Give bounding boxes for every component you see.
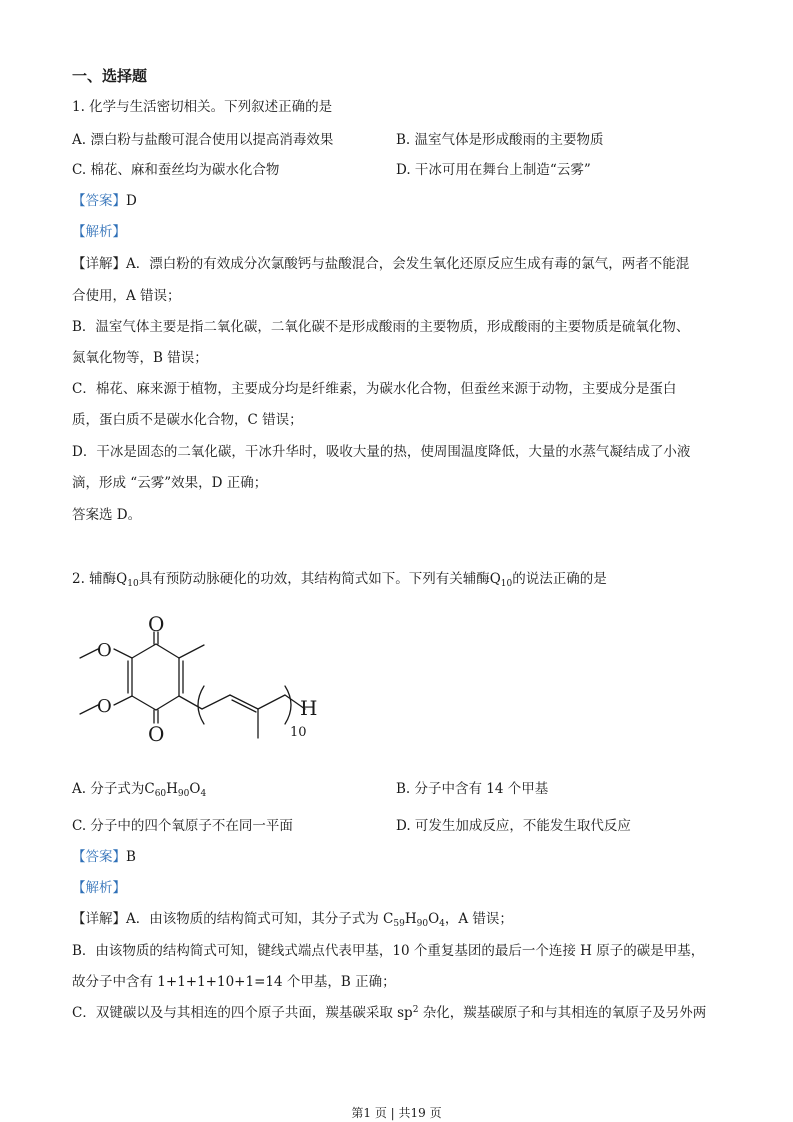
element: C	[144, 781, 155, 797]
q2-detail-line-2: B．由该物质的结构简式可知，键线式端点代表甲基，10 个重复基团的最后一个连接 H 原子的碳是甲基，	[72, 943, 705, 959]
detail-text: A．漂白粉的有效成分次氯酸钙与盐酸混合，会发生氧化还原反应生成有毒的氯气，两者不能混	[126, 256, 690, 272]
q1-answer	[72, 192, 137, 210]
q2-detail-line-3: 故分子中含有 1+1+1+10+1=14 个甲基，B 正确；	[72, 974, 396, 990]
detail-text: A．由该物质的结构简式可知，其分子式为	[126, 911, 384, 927]
atom-o-top: O	[148, 612, 165, 636]
q1-detail-line-6: 质，蛋白质不是碳水化合物，C 错误；	[72, 412, 303, 428]
q10-symbol	[490, 571, 513, 587]
detail-label: 【详解】	[72, 911, 126, 927]
q1-detail-line-2: 合使用，A 错误；	[72, 288, 181, 304]
q2-answer	[72, 848, 136, 866]
q1-detail-line-4: 氮氧化物等，B 错误；	[72, 350, 208, 366]
repeat-count: 10	[290, 725, 307, 740]
subscript: 60	[154, 789, 167, 799]
formula-c59h90o4	[383, 911, 445, 927]
superscript: 2	[412, 1005, 419, 1015]
answer-value: B	[126, 849, 136, 865]
stem-text: 2. 辅酶	[72, 571, 117, 587]
q-letter: Q	[116, 571, 128, 587]
element: C	[383, 911, 394, 927]
q1-detail-line-9: 答案选 D。	[72, 507, 142, 523]
q2-option-a	[72, 780, 206, 798]
q-subscript: 10	[500, 579, 513, 589]
coenzyme-q10-structure	[70, 608, 340, 758]
subscript: 4	[439, 919, 445, 929]
answer-label: 【答案】	[72, 849, 126, 865]
q1-option-d: D. 干冰可用在舞台上制造“云雾”	[396, 162, 591, 178]
atom-h: H	[300, 696, 318, 720]
option-text: A. 分子式为	[72, 781, 145, 797]
atom-o-methoxy-1: O	[97, 640, 112, 661]
atom-o-methoxy-2: O	[97, 696, 112, 717]
detail-text: 杂化，羰基碳原子和与其相连的氧原子及另外两	[418, 1005, 707, 1021]
q2-option-d: D. 可发生加成反应，不能发生取代反应	[396, 818, 631, 834]
subscript: 59	[393, 919, 405, 929]
q1-option-a: A. 漂白粉与盐酸可混合使用以提高消毒效果	[72, 132, 334, 148]
answer-value: D	[126, 193, 137, 209]
q1-detail-line-1	[72, 255, 689, 273]
sp-text: sp	[397, 1005, 413, 1021]
q2-option-c: C. 分子中的四个氧原子不在同一平面	[72, 818, 293, 834]
q1-analysis-label: 【解析】	[72, 224, 126, 240]
q1-detail-line-5: C．棉花、麻来源于植物，主要成分均是纤维素，为碳水化合物，但蚕丝来源于动物，主要成分是蛋白	[72, 381, 677, 397]
q-subscript: 10	[127, 579, 139, 589]
detail-text: C．双键碳以及与其相连的四个原子共面，羰基碳采取	[72, 1005, 398, 1021]
element: O	[189, 781, 201, 797]
subscript: 90	[416, 919, 429, 929]
element: H	[166, 781, 178, 797]
subscript: 90	[177, 789, 190, 799]
q2-detail-line-4	[72, 1004, 706, 1022]
detail-label: 【详解】	[72, 256, 126, 272]
section-title: 一、选择题	[72, 67, 148, 85]
q2-detail-line-1	[72, 910, 513, 928]
detail-text: ，A 错误；	[444, 911, 513, 927]
stem-text: 具有预防动脉硬化的功效，其结构简式如下。下列有关辅酶	[138, 571, 490, 587]
subscript: 4	[200, 789, 207, 799]
stem-text: 的说法正确的是	[512, 571, 607, 587]
q2-stem	[72, 570, 607, 588]
formula-c60h90o4	[144, 781, 206, 797]
element: H	[404, 911, 417, 927]
q2-option-b: B. 分子中含有 14 个甲基	[396, 781, 549, 797]
element: O	[428, 911, 440, 927]
q1-detail-line-7: D．干冰是固态的二氧化碳，干冰升华时，吸收大量的热，使周围温度降低，大量的水蒸气凝结成了小液	[72, 444, 691, 460]
page-footer: 第1 页 | 共19 页	[351, 1106, 442, 1120]
atom-o-bottom: O	[148, 722, 165, 746]
q1-option-b: B. 温室气体是形成酸雨的主要物质	[396, 132, 604, 148]
q1-stem: 1. 化学与生活密切相关。下列叙述正确的是	[72, 99, 333, 115]
q2-analysis-label: 【解析】	[72, 880, 126, 896]
answer-label: 【答案】	[72, 193, 126, 209]
q-letter: Q	[489, 571, 501, 587]
q1-detail-line-3: B．温室气体主要是指二氧化碳，二氧化碳不是形成酸雨的主要物质，形成酸雨的主要物质是硫氧化物、	[72, 319, 690, 335]
q1-option-c: C. 棉花、麻和蚕丝均为碳水化合物	[72, 162, 280, 178]
q10-symbol	[116, 571, 139, 587]
q1-detail-line-8: 滴，形成 “云雾”效果，D 正确；	[72, 475, 268, 491]
